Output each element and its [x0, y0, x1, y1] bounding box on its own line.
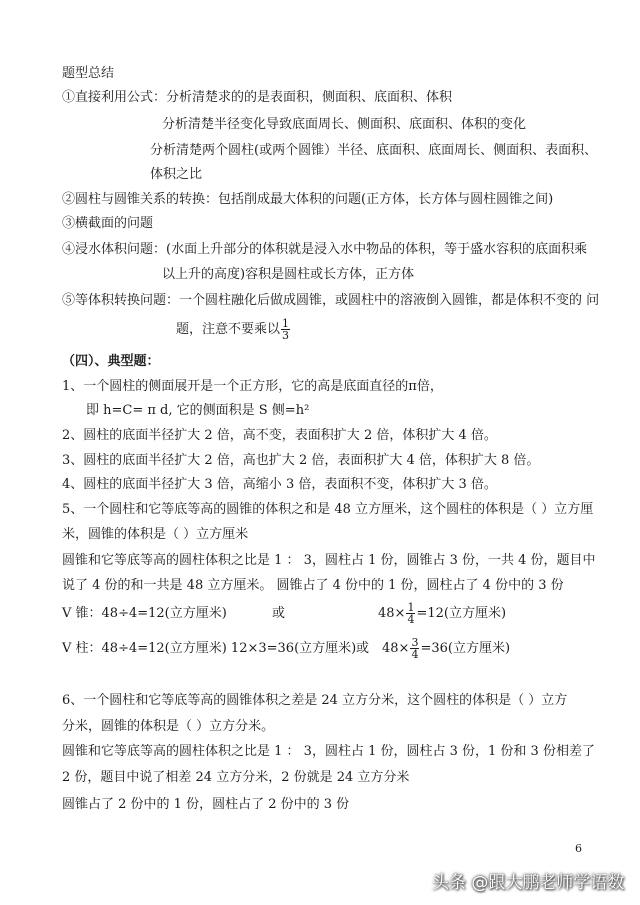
question-5-explanation-1: 圆锥和它等底等高的圆柱体积之比是 1 ： 3，圆柱占 1 份，圆锥占 3 份，一共 4 份，题目中 [62, 553, 596, 568]
page-number: 6 [575, 842, 582, 855]
question-6-explanation-1: 圆锥和它等底等高的圆柱体积之比是 1 ： 3，圆柱占 1 份，圆柱占 3 份，1 份和 3 份相差了 [62, 744, 595, 759]
cone-volume-calc: V 锥：48÷4=12(立方厘米) [62, 606, 227, 621]
section-title: （四）、典型题： [62, 354, 160, 369]
cylinder-volume-alt-calc: 48× $\frac{3}{4}$ =36(立方厘米) [382, 636, 511, 661]
summary-item-1: ①直接利用公式：分析清楚求的的是表面积，侧面积、底面积、体积 [62, 90, 453, 105]
summary-item-1-line-2: 分析清楚半径变化导致底面周长、侧面积、底面积、体积的变化 [162, 117, 527, 132]
question-3: 3、圆柱的底面半径扩大 2 倍，高也扩大 2 倍，表面积扩大 4 倍，体积扩大 8 倍。 [62, 453, 540, 468]
summary-item-5-text: 题，注意不要乘以 [176, 322, 281, 337]
summary-item-5: ⑤等体积转换问题：一个圆柱融化后做成圆锥，或圆柱中的溶液倒入圆锥，都是体积不变的 问 [62, 293, 600, 308]
question-5-explanation-2: 说了 4 份的和一共是 48 立方厘米。 圆锥占了 4 份中的 1 份，圆柱占了 4 份中的 3 份 [62, 578, 564, 593]
summary-item-1-line-4: 体积之比 [150, 167, 203, 182]
summary-item-5-line-2 [176, 318, 291, 341]
question-6-explanation-3: 圆锥占了 2 份中的 1 份，圆柱占了 2 份中的 3 份 [62, 797, 350, 812]
or-label-1: 或 [272, 606, 286, 621]
question-6-explanation-2: 2 份，题目中说了相差 24 立方分米，2 份就是 24 立方分米 [62, 770, 410, 785]
fraction-one-quarter: $\frac{1}{4}$ [407, 601, 415, 626]
question-1-answer: 即 h=C= π d, 它的侧面积是 S 侧=h² [86, 403, 310, 418]
cone-volume-alt-calc: 48× $\frac{1}{4}$ =12(立方厘米) [378, 601, 507, 626]
question-5-line-2: 米，圆锥的体积是（ ）立方厘米 [62, 527, 249, 542]
summary-item-2: ②圆柱与圆锥关系的转换：包括削成最大体积的问题(正方体，长方体与圆柱圆锥之间) [62, 192, 554, 207]
or-label-2: 或 [356, 641, 370, 656]
summary-title: 题型总结 [62, 66, 115, 81]
summary-item-1-line-3: 分析清楚两个圆柱(或两个圆锥）半径、底面积、底面周长、侧面积、表面积、 [150, 143, 598, 158]
fraction-one-third: $\frac{1}{3}$ [282, 317, 290, 342]
summary-item-3: ③横截面的问题 [62, 216, 154, 231]
watermark: 头条 @跟大鹏老师学语数 [432, 873, 625, 893]
summary-item-4: ④浸水体积问题：(水面上升部分的体积就是浸入水中物品的体积，等于盛水容积的底面积乘 [62, 242, 588, 257]
question-6-line-2: 分米，圆锥的体积是（ ）立方分米。 [62, 719, 275, 734]
question-4: 4、圆柱的底面半径扩大 3 倍，高缩小 3 倍，表面积不变，体积扩大 3 倍。 [62, 477, 497, 492]
question-2: 2、圆柱的底面半径扩大 2 倍，高不变，表面积扩大 2 倍，体积扩大 4 倍。 [62, 428, 497, 443]
cylinder-volume-calc: V 柱：48÷4=12(立方厘米) 12×3=36(立方厘米) [62, 641, 357, 656]
summary-item-4-line-2: 以上升的高度)容积是圆柱或长方体，正方体 [162, 267, 415, 282]
question-1: 1、一个圆柱的侧面展开是一个正方形，它的高是底面直径的π倍， [62, 379, 443, 394]
question-5: 5、一个圆柱和它等底等高的圆锥的体积之和是 48 立方厘米，这个圆柱的体积是（ ）立方厘 [62, 502, 594, 517]
question-6: 6、一个圆柱和它等底等高的圆锥体积之差是 24 立方分米，这个圆柱的体积是（ ）立方 [62, 693, 568, 708]
fraction-three-quarters: $\frac{3}{4}$ [411, 636, 419, 661]
